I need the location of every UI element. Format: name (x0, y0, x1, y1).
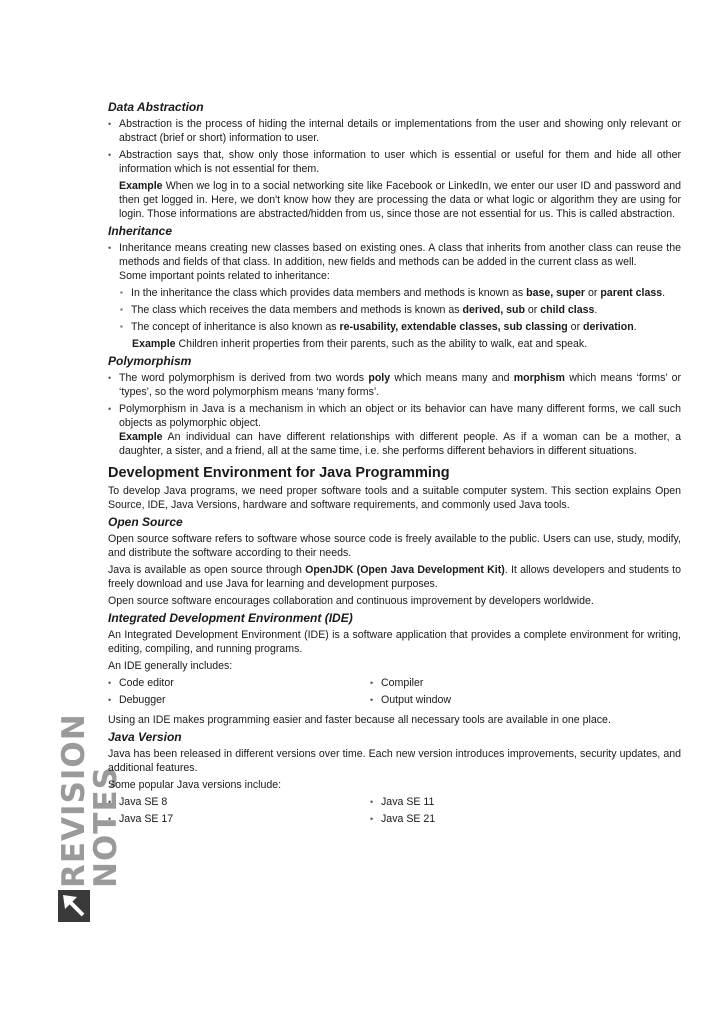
example-label: Example (119, 431, 163, 443)
text: The word polymorphism is derived from two words (119, 372, 369, 384)
bold-term: morphism (513, 372, 565, 384)
list-item (108, 402, 681, 458)
inheritance-example (108, 337, 681, 351)
list-item: • Java SE 17 (108, 812, 370, 826)
list-item: • Output window (370, 693, 632, 707)
bold-term: parent class (600, 287, 663, 299)
bold-term: derivation (583, 321, 634, 333)
devenv-intro: To develop Java programs, we need proper software tools and a suitable computer system. This section explains Open Source, IDE, Java Versions, hardware and software requirements, and commonly used Java tools. (108, 485, 681, 511)
revision-notes-sidebar (56, 668, 124, 928)
text: which means ‘forms’ or ‘types’, so the word polymorphism means ‘many forms’. (119, 372, 681, 398)
text: or (567, 321, 584, 333)
inheritance-list (108, 241, 681, 283)
list-item (108, 371, 681, 399)
abstraction-example (108, 179, 681, 221)
section-heading-inheritance: Inheritance (108, 224, 173, 238)
text: which means many and (390, 372, 514, 384)
opensource-paragraph: Open source software encourages collaboration and continuous improvement by developers worldwide. (108, 595, 594, 607)
list-item (120, 286, 681, 300)
page-content (108, 97, 681, 832)
example-text: When we log in to a social networking site like Facebook or LinkedIn, we enter our user ID and password and then get logged in. Here, we don't know how they are processing the data or what logic or algorithm they are using for login. Those informations are abstracted/hidden from us, since those are not essential for us. This is called abstraction. (119, 180, 681, 220)
ide-paragraph: An IDE generally includes: (108, 660, 233, 672)
text: or (585, 287, 601, 299)
list-item (108, 241, 681, 283)
list-item: • Java SE 8 (108, 795, 370, 809)
text: Polymorphism in Java is a mechanism in which an object or its behavior can have many different forms, we call such objects as polymorphic object. (119, 403, 681, 429)
text: . (633, 321, 637, 333)
abstraction-list (108, 117, 681, 176)
inheritance-definition: Inheritance means creating new classes based on existing ones. A class that inherits from another class can reuse the methods and fields of that class. In addition, new fields and methods can be added in the current class as well. (119, 242, 681, 268)
bold-term: re-usability, extendable classes, sub classing (339, 321, 568, 333)
list-item (120, 320, 681, 334)
text: The concept of inheritance is also known as (131, 321, 340, 333)
javaversion-paragraph: Some popular Java versions include: (108, 779, 282, 791)
bold-term: poly (368, 372, 391, 384)
list-item: • Abstraction is the process of hiding the internal details or implementations from the user and showing only relevant or abstract (brief or short) information to user. (108, 117, 681, 145)
section-heading-ide: Integrated Development Environment (IDE) (108, 611, 353, 625)
section-heading-open-source: Open Source (108, 515, 183, 529)
ide-paragraph: Using an IDE makes programming easier and faster because all necessary tools are available in one place. (108, 714, 611, 726)
bold-term: base, super (526, 287, 586, 299)
text: . (594, 304, 598, 316)
javaversion-paragraph: Java has been released in different versions over time. Each new version introduces improvements, security updates, and additional features. (108, 748, 681, 774)
list-item: • Code editor (108, 676, 370, 690)
bold-term: derived, sub (462, 304, 525, 316)
java-versions-list (108, 795, 681, 829)
arrow-up-left-icon (58, 890, 90, 922)
text: . It allows developers and students to freely download and use Java for learning and development purposes. (108, 564, 681, 590)
list-item: • Abstraction says that, show only those information to user which is essential or useful for them and hide all other information which is not essential for them. (108, 148, 681, 176)
inheritance-points (108, 286, 681, 334)
example-text: An individual can have different relationships with different people. As if a woman can be a mother, a daughter, a sister, and a friend, all at the same time, i.e. she performs different behaviors in different situations. (119, 431, 681, 457)
text: . (662, 287, 666, 299)
text: The class which receives the data members and methods is known as (131, 304, 463, 316)
revision-notes-label: REVISION NOTES (56, 713, 124, 888)
text: In the inheritance the class which provides data members and methods is known as (131, 287, 527, 299)
polymorphism-list (108, 371, 681, 458)
section-heading-development-environment: Development Environment for Java Programming (108, 465, 450, 481)
section-heading-data-abstraction: Data Abstraction (108, 100, 204, 114)
opensource-paragraph (108, 563, 681, 591)
text: Java is available as open source through (108, 564, 306, 576)
example-text: Children inherit properties from their parents, such as the ability to walk, eat and speak. (175, 338, 588, 350)
points-intro: Some important points related to inheritance: (119, 270, 330, 282)
opensource-paragraph: Open source software refers to software whose source code is freely available to the public. Users can use, study, modify, and distribute the software according to their needs. (108, 533, 681, 559)
list-item: • Compiler (370, 676, 632, 690)
text: or (524, 304, 541, 316)
example-label: Example (119, 180, 163, 192)
list-item: • Debugger (108, 693, 370, 707)
bold-term: child class (540, 304, 595, 316)
section-heading-java-version: Java Version (108, 730, 182, 744)
section-heading-polymorphism: Polymorphism (108, 354, 192, 368)
list-item (120, 303, 681, 317)
ide-paragraph: An Integrated Development Environment (IDE) is a software application that provides a complete environment for writing, editing, compiling, and running programs. (108, 629, 681, 655)
bold-term: OpenJDK (Open Java Development Kit) (305, 564, 505, 576)
ide-items-list (108, 676, 681, 710)
example-label: Example (132, 338, 176, 350)
list-item: • Java SE 21 (370, 812, 632, 826)
list-item: • Java SE 11 (370, 795, 632, 809)
